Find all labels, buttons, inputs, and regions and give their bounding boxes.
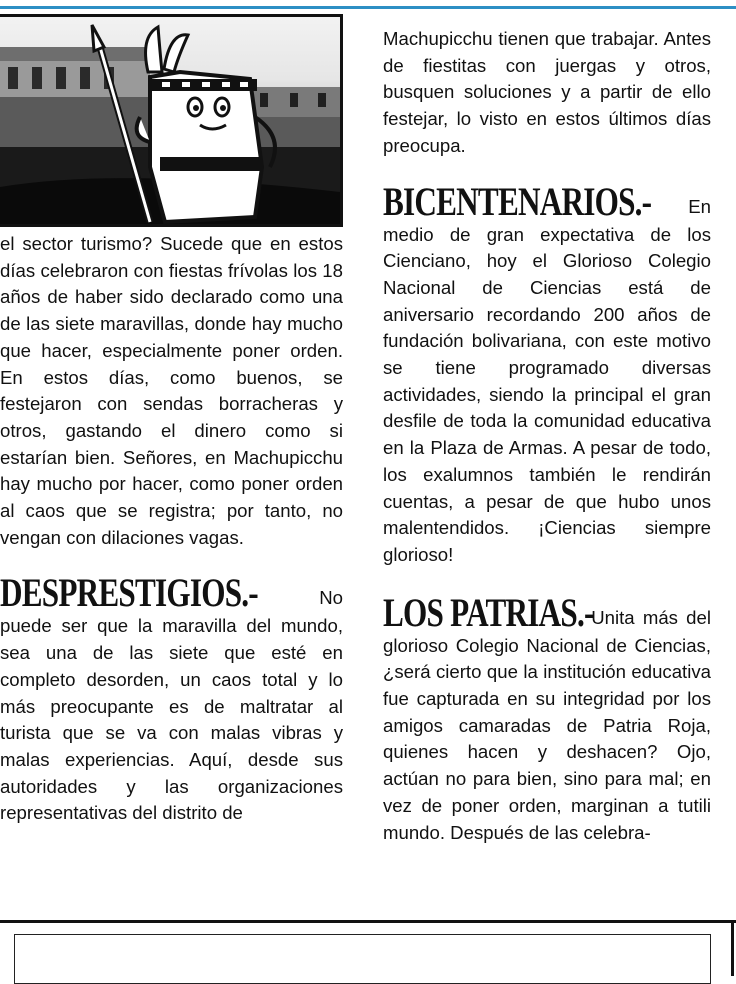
section-body-los-patrias: Unita más del glorioso Colegio Nacional de Ciencias, ¿será cierto que la institución educativa fue capturada en su integridad por los amigos camaradas de Patria Roja, quienes hacen y deshacen? Ojo, actúan no para bien, sino para mal; en vez de poner orden, marginan a tutili mundo. Después de las celebra- xyxy=(383,606,711,843)
left-text-column xyxy=(0,231,343,827)
section-bicentenarios xyxy=(383,178,711,569)
right-text-column xyxy=(383,26,711,846)
right-paragraph: Machupicchu tienen que trabajar. Antes de fiestitas con juergas y otros, busquen soluciones y a partir de ello festejar, lo visto en estos últimos días preocupa. xyxy=(383,28,711,156)
bottom-divider-line xyxy=(0,920,736,923)
cartoon-mascot-image xyxy=(0,17,340,227)
bottom-ad-box xyxy=(14,934,711,984)
section-desprestigios xyxy=(0,570,343,827)
right-edge-line xyxy=(731,922,734,976)
cartoon-illustration xyxy=(0,14,343,227)
section-heading-los-patrias: LOS PATRIAS.- xyxy=(383,589,594,635)
top-divider-line xyxy=(0,6,736,9)
section-body-bicentenarios: En medio de gran expectativa de los Cienciano, hoy el Glorioso Colegio Nacional de Ciencias está de aniversario recordando 200 años de fundación bolivariana, con este motivo se tiene programado diversas actividades, siendo la principal el gran desfile de toda la comunidad educativa en la Plaza de Armas. A pesar de todo, los exalumnos también le rendirán cuentas, a pesar de que hubo unos malentendidos. ¡Ciencias siempre glorioso! xyxy=(383,195,711,565)
section-los-patrias xyxy=(383,589,711,847)
section-body-desprestigios: No puede ser que la maravilla del mundo, sea una de las siete que esté en completo desorden, un caos total y lo más preocupante es de maltratar al turista que se va con malas vibras y malas experiencias. Aquí, desde sus autoridades y las organizaciones representativas del distrito de xyxy=(0,587,343,824)
left-paragraph: el sector turismo? Sucede que en estos días celebraron con fiestas frívolas los 18 años de haber sido declarado como una de las siete maravillas, donde hay mucho que hacer, especialmente poner orden. En estos días, como buenos, se festejaron con sendas borracheras y otros, gastando el dinero como si estarían bien. Señores, en Machupicchu hay mucho por hacer, como poner orden al caos que se registra; por tanto, no vengan con dilaciones vagas. xyxy=(0,233,343,548)
section-heading-bicentenarios: BICENTENARIOS.- xyxy=(383,178,652,224)
section-heading-desprestigios: DESPRESTIGIOS.- xyxy=(0,570,258,616)
